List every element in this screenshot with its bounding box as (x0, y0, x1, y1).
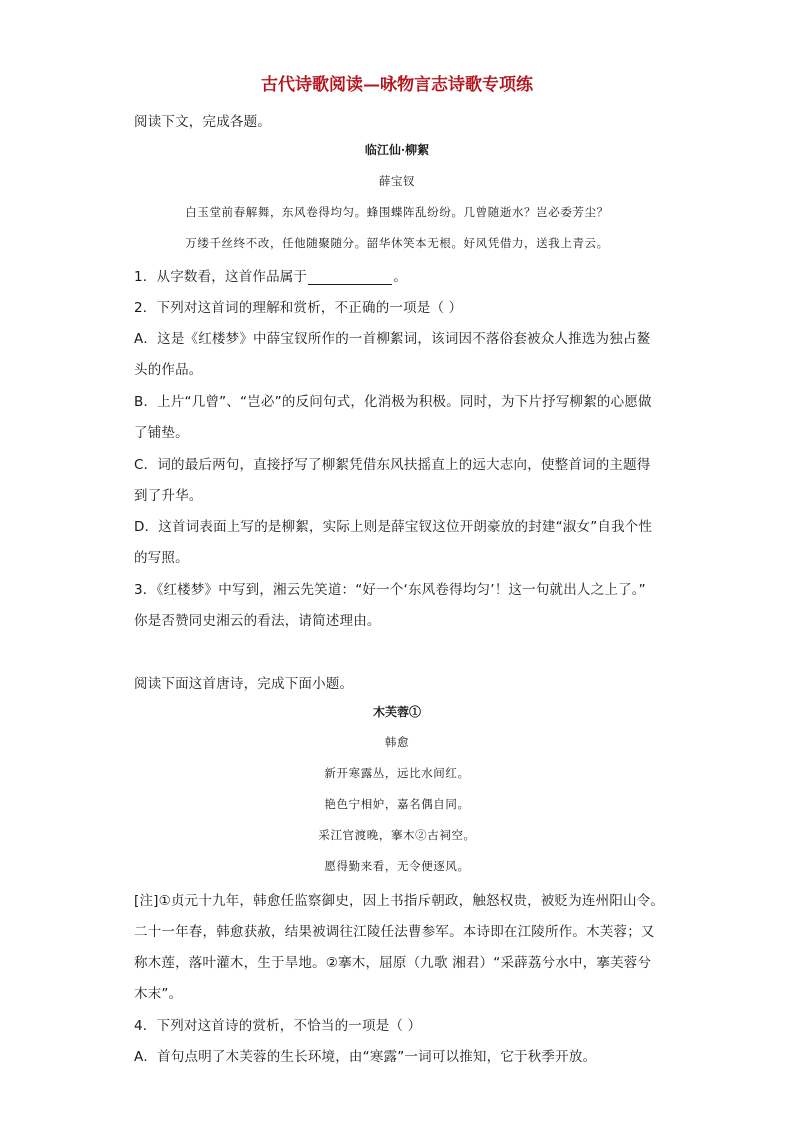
question-2: 2．下列对这首词的理解和赏析，不正确的一项是（ ） (134, 300, 463, 316)
option-b-line-1: B．上片“几曾”、“岂必”的反问句式，化消极为积极。同时，为下片抒写柳絮的心愿做 (134, 394, 652, 410)
note-line-2: 二十一年春，韩愈获赦，结果被调往江陵任法曹参军。本诗即在江陵所作。木芙蓉；又 (134, 924, 655, 940)
answer-blank (308, 272, 392, 285)
section2-instruction: 阅读下面这首唐诗，完成下面小题。 (134, 676, 354, 692)
question-3-line-1: 3．《红楼梦》中写到，湘云先笑道：“好一个‘东风卷得均匀’！这一句就出人之上了。” (134, 582, 646, 598)
poem2-line-2: 艳色宁相妒，嘉名偶自同。 (324, 797, 470, 811)
option-d-line-2: 的写照。 (134, 550, 189, 566)
poem2-line-4: 愿得勤来看，无令便逐风。 (324, 859, 470, 873)
poem1-line-2: 万缕千丝终不改，任他随聚随分。韶华休笑本无根。好风凭借力，送我上青云。 (185, 236, 609, 250)
question-1 (134, 265, 407, 285)
document-title: 古代诗歌阅读—咏物言志诗歌专项练 (261, 75, 533, 95)
section1-instruction: 阅读下文，完成各题。 (134, 114, 271, 130)
poem1-title: 临江仙·柳絮 (364, 143, 430, 157)
option-b-line-2: 了铺垫。 (134, 425, 189, 441)
note-line-1: [注]①贞元十九年，韩愈任监察御史，因上书指斥朝政，触怒权贵，被贬为连州阳山令。 (134, 893, 665, 909)
poem1-author: 薛宝钗 (378, 174, 416, 188)
option-c-line-1: C．词的最后两句，直接抒写了柳絮凭借东风扶摇直上的远大志向，使整首词的主题得 (134, 457, 651, 473)
q4-option-a: A．首句点明了木芙蓉的生长环境，由“寒露”一词可以推知，它于秋季开放。 (134, 1049, 597, 1065)
note-line-4: 木末”。 (134, 986, 183, 1002)
option-a-line-2: 头的作品。 (134, 362, 203, 378)
poem2-author: 韩愈 (384, 735, 410, 749)
question-3-line-2: 你是否赞同史湘云的看法，请简述理由。 (134, 613, 381, 629)
poem1-line-1: 白玉堂前春解舞，东风卷得均匀。蜂围蝶阵乱纷纷。几曾随逝水？岂必委芳尘？ (185, 205, 609, 219)
note-line-3: 称木莲，落叶灌木，生于旱地。②搴木，屈原（九歌 湘君）“采薜荔兮水中，搴芙蓉兮 (134, 955, 652, 971)
question-1-suffix: 。 (393, 269, 407, 285)
option-d-line-1: D．这首词表面上写的是柳絮，实际上则是薛宝钗这位开朗豪放的封建“淑女”自我个性 (134, 519, 653, 535)
poem2-title: 木芙蓉① (372, 705, 421, 719)
option-c-line-2: 到了升华。 (134, 488, 203, 504)
question-1-text: 1．从字数看，这首作品属于 (134, 269, 308, 285)
poem2-line-3: 采江官渡晚，搴木②古祠空。 (318, 828, 476, 842)
question-4: 4．下列对这首诗的赏析，不恰当的一项是（ ） (134, 1018, 422, 1034)
poem2-line-1: 新开寒露丛，远比水间红。 (324, 766, 470, 780)
option-a-line-1: A．这是《红楼梦》中薛宝钗所作的一首柳絮词，该词因不落俗套被众人推选为独占鳌 (134, 331, 651, 347)
